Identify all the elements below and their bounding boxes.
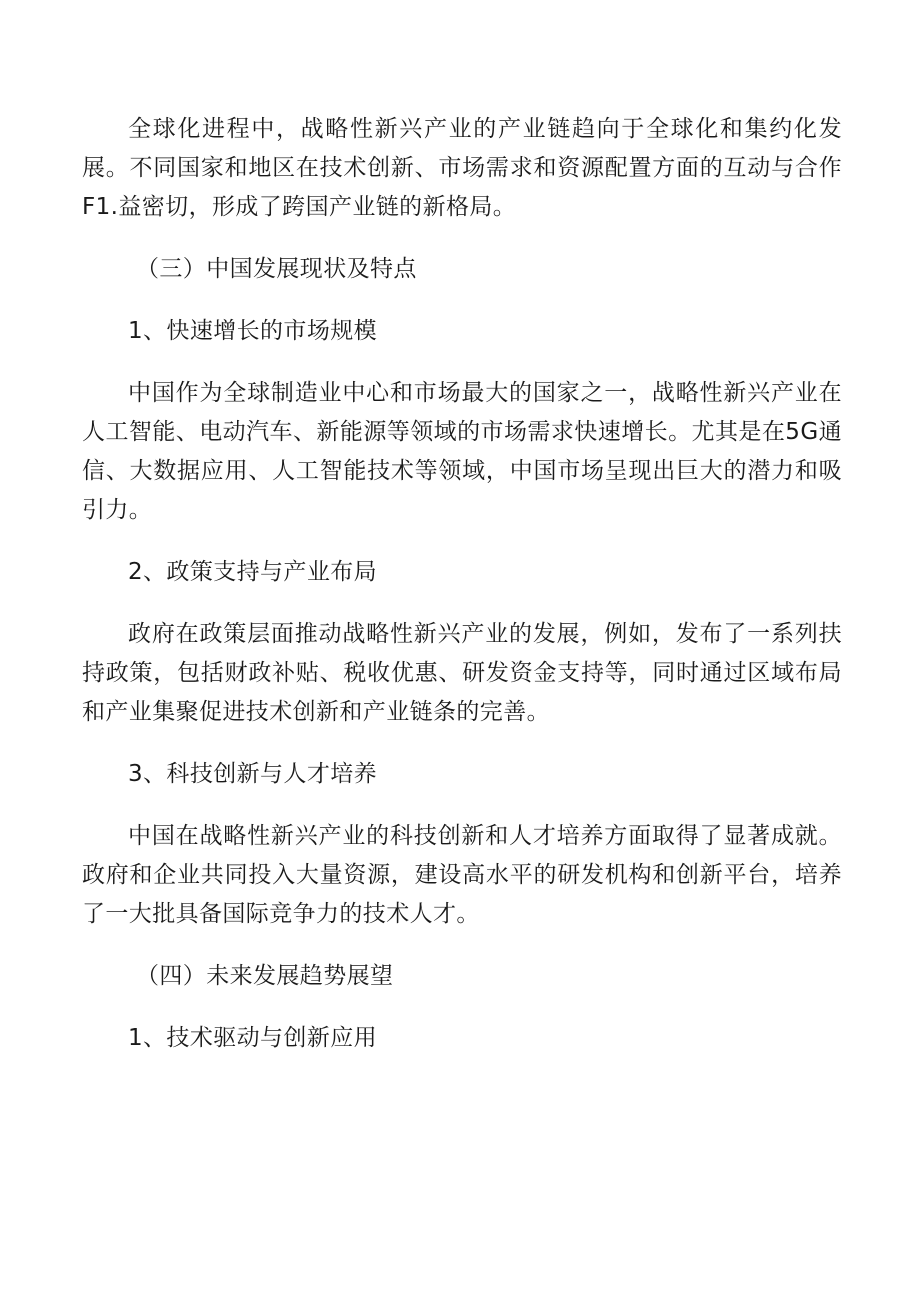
section-heading-china-status: （三）中国发展现状及特点 bbox=[136, 256, 417, 282]
section-heading-future-trends: （四）未来发展趋势展望 bbox=[136, 963, 394, 989]
subheading-market-scale: 1、快速增长的市场规模 bbox=[128, 318, 378, 344]
subheading-tech-driven: 1、技术驱动与创新应用 bbox=[128, 1025, 378, 1051]
document-body bbox=[82, 110, 842, 1081]
subheading-policy-support: 2、政策支持与产业布局 bbox=[128, 559, 378, 585]
paragraph-innovation-talent: 中国在战略性新兴产业的科技创新和人才培养方面取得了显著成就。政府和企业共同投入大量资源，建设高水平的研发机构和创新平台，培养了一大批具备国际竞争力的技术人才。 bbox=[82, 823, 842, 927]
paragraph-market-scale: 中国作为全球制造业中心和市场最大的国家之一，战略性新兴产业在人工智能、电动汽车、新能源等领域的市场需求快速增长。尤其是在5G通信、大数据应用、人工智能技术等领域，中国市场呈现出巨大的潜力和吸引力。 bbox=[82, 380, 842, 523]
subheading-innovation-talent: 3、科技创新与人才培养 bbox=[128, 761, 378, 787]
paragraph-policy-support: 政府在政策层面推动战略性新兴产业的发展，例如，发布了一系列扶持政策，包括财政补贴、税收优惠、研发资金支持等，同时通过区域布局和产业集聚促进技术创新和产业链条的完善。 bbox=[82, 621, 842, 725]
paragraph-globalization: 全球化进程中，战略性新兴产业的产业链趋向于全球化和集约化发展。不同国家和地区在技术创新、市场需求和资源配置方面的互动与合作F1.益密切，形成了跨国产业链的新格局。 bbox=[82, 116, 842, 220]
